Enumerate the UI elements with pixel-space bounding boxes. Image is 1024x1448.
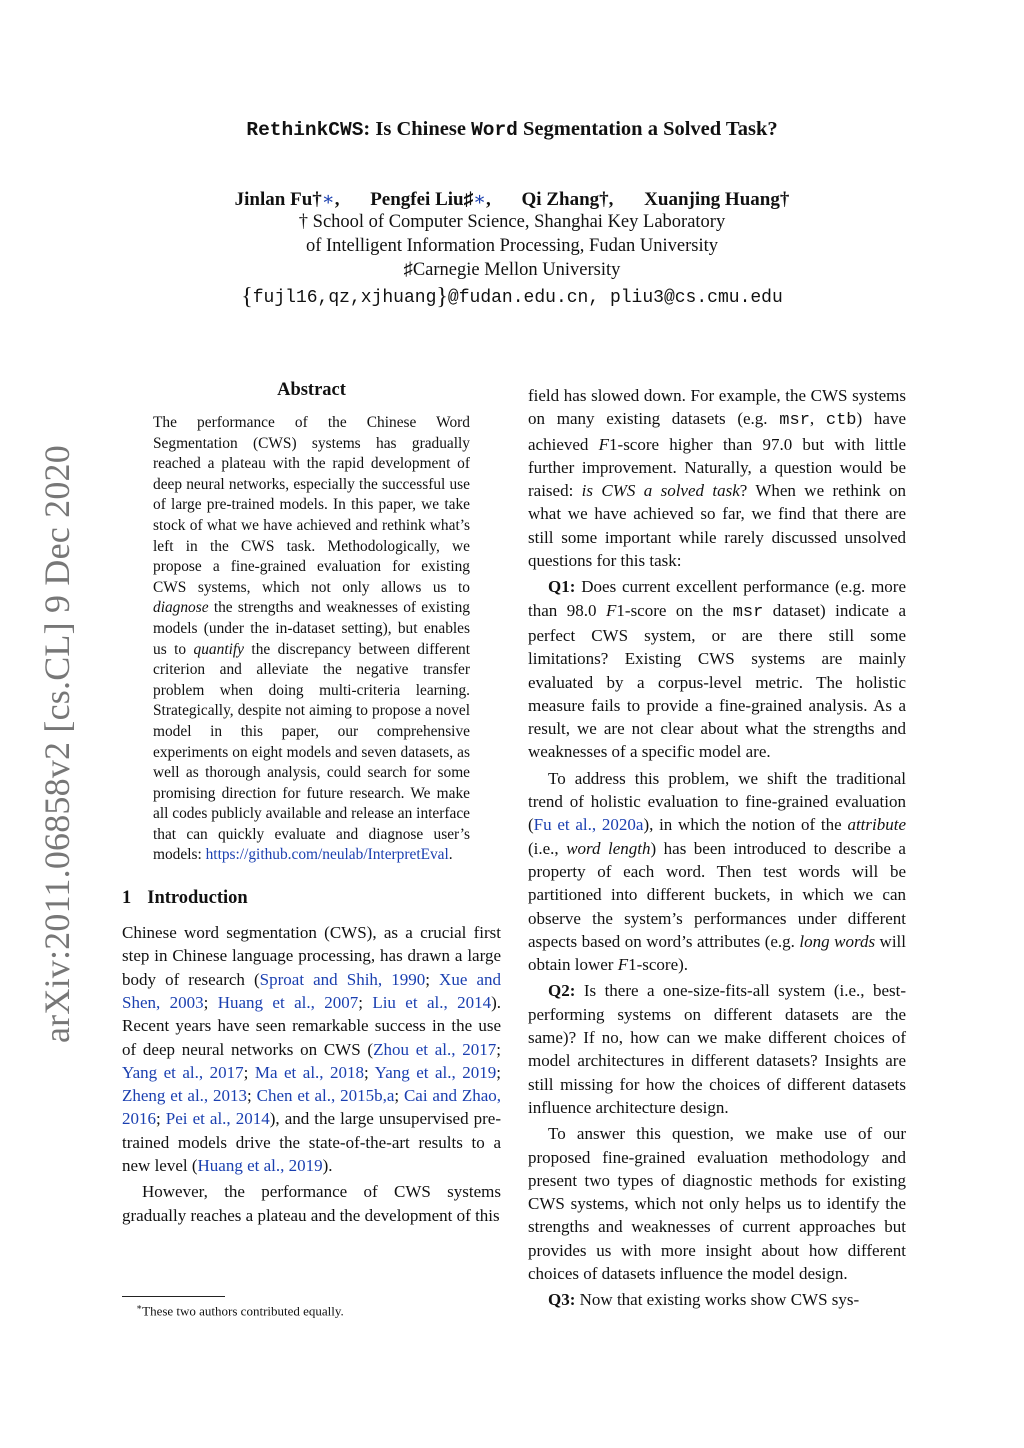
author-1: Jinlan Fu†∗, — [234, 189, 340, 210]
citation-link[interactable]: Zhou et al., 2017 — [373, 1039, 497, 1059]
citation-link[interactable]: Yang et al., 2017 — [122, 1062, 244, 1082]
author-list — [0, 188, 1024, 211]
question-1-paragraph: Q1: Does current excellent performance (e.g. more than 98.0 F1-score on the msr dataset) indicate a perfect CWS system, or are there still some limitations? Existing CWS systems are mainly evaluated by a corpus-level metric. The holistic measure fails to provide a fine-grained analysis. As a result, we are not clear about what the strengths and weaknesses of a specific model are. — [528, 577, 906, 762]
author-1-mark: ∗ — [321, 189, 335, 210]
citation-link[interactable]: Pei et al., 2014 — [165, 1109, 270, 1129]
author-4: Xuanjing Huang† — [644, 189, 790, 210]
abstract-heading: Abstract — [277, 380, 346, 400]
question-3-label: Q3: — [548, 1290, 576, 1310]
arxiv-identifier: arXiv:2011.06858v2 [cs.CL] 9 Dec 2020 — [37, 445, 77, 1043]
affiliation-line-3: ♯Carnegie Mellon University — [403, 260, 621, 280]
title-mono-word: Word — [471, 119, 518, 141]
code-link[interactable]: https://github.com/neulab/InterpretEval — [205, 846, 449, 864]
citation-link[interactable]: Xue and Shen, 2003 — [122, 969, 501, 1012]
author-3: Qi Zhang†, — [521, 189, 614, 210]
author-2-mark: ∗ — [473, 189, 487, 210]
right-column — [528, 384, 906, 1312]
right-paragraph-3: To answer this question, we make use of our proposed fine-grained evaluation methodology and present two types of diagnostic methods for existing CWS systems, which not only helps us to identify the strengths and weaknesses of current approaches but provides us with more insight about how different choices of datasets influence the model design. — [528, 1124, 906, 1283]
question-1-label: Q1: — [548, 577, 576, 597]
title-text-b: Segmentation a Solved Task? — [517, 118, 778, 140]
right-paragraph-2: To address this problem, we shift the traditional trend of holistic evaluation to fine-grained evaluation (Fu et al., 2020a), in which the notion of the attribute (i.e., word length) has been introduced to describe a property of each word. Then test words will be partitioned into different buckets, in which we can observe the system’s performances under different aspects based on word’s attributes (e.g. long words will obtain lower F1-score). — [528, 768, 907, 975]
right-paragraph-1: field has slowed down. For example, the CWS systems on many existing datasets (e.g. msr, ctb) have achieved F1-score higher than 97.0 but with little further improvement. Naturally, a question would be raised: is CWS a solved task? When we rethink on what we have achieved so far, we find that there are still some important while rarely discussed unsolved questions for this task: — [528, 386, 906, 571]
left-column — [122, 380, 501, 1227]
question-2-label: Q2: — [548, 981, 576, 1001]
question-2-paragraph: Q2: Is there a one-size-fits-all system (i.e., best-performing systems on different datasets are the same)? If no, how can we make different choices of model architectures in different datasets? Insights are still missing for how the choices of different datasets influence architecture design. — [528, 981, 906, 1117]
citation-link[interactable]: Sproat and Shih, 1990 — [259, 969, 426, 989]
citation-link[interactable]: Fu et al., 2020a — [533, 815, 644, 835]
citation-link[interactable]: Chen et al., 2015b,a — [256, 1086, 395, 1106]
footnote-rule — [122, 1296, 225, 1297]
citation-link[interactable]: Cai and Zhao, 2016 — [122, 1086, 502, 1129]
citation-link[interactable]: Liu et al., 2014 — [372, 992, 492, 1012]
title-mono-part: RethinkCWS — [246, 119, 364, 141]
affiliation-line-1: † School of Computer Science, Shanghai Key Laboratory — [298, 212, 726, 232]
intro-paragraph-2: However, the performance of CWS systems gradually reaches a plateau and the development of this — [122, 1182, 501, 1225]
citation-link[interactable]: Zheng et al., 2013 — [122, 1086, 248, 1106]
footnote: ∗These two authors contributed equally. — [136, 1302, 344, 1319]
citation-link[interactable]: Yang et al., 2019 — [374, 1062, 497, 1082]
section-heading-introduction: 1 Introduction — [122, 888, 248, 909]
author-emails: {fujl16,qz,xjhuang}@fudan.edu.cn, pliu3@cs.cmu.edu — [241, 284, 783, 310]
citation-link[interactable]: Huang et al., 2007 — [217, 992, 359, 1012]
abstract-text: The performance of the Chinese Word Segmentation (CWS) systems has gradually reached a plateau with the rapid development of deep neural networks, especially the successful use of large pre-trained models. In this paper, we take stock of what we have achieved and rethink what’s left in the CWS task. Methodologically, we propose a fine-grained evaluation for existing CWS systems, which not only allows us to diagnose the strengths and weaknesses of existing models (under the in-dataset setting), but enables us to quantify the discrepancy between different criterion and alleviate the negative transfer problem when doing multi-criteria learning. Strategically, despite not aiming to propose a novel model in this paper, our comprehensive experiments on eight models and seven datasets, as well as thorough analysis, could search for some promising direction for future research. We make all codes publicly available and release an interface that can quickly evaluate and diagnose user’s models: https://github.com/neulab/InterpretEval. — [153, 414, 470, 864]
intro-paragraph-1: Chinese word segmentation (CWS), as a crucial first step in Chinese language processing, has drawn a large body of research (Sproat and Shih, 1990; Xue and Shen, 2003; Huang et al., 2007; Liu et al., 2014). Recent years have seen remarkable success in the use of deep neural networks on CWS (Zhou et al., 2017; Yang et al., 2017; Ma et al., 2018; Yang et al., 2019; Zheng et al., 2013; Chen et al., 2015b,a; Cai and Zhao, 2016; Pei et al., 2014), and the large unsupervised pre-trained models drive the state-of-the-art results to a new level (Huang et al., 2019). — [122, 923, 502, 1176]
question-3-paragraph: Q3: Now that existing works show CWS sys- — [548, 1290, 860, 1310]
affiliation-line-2: of Intelligent Information Processing, Fudan University — [305, 236, 719, 256]
paper-title — [0, 118, 1024, 141]
citation-link[interactable]: Ma et al., 2018 — [254, 1062, 365, 1082]
title-text-a: : Is Chinese — [363, 118, 472, 140]
citation-link[interactable]: Huang et al., 2019 — [197, 1156, 323, 1176]
author-2: Pengfei Liu♯∗, — [370, 189, 491, 210]
